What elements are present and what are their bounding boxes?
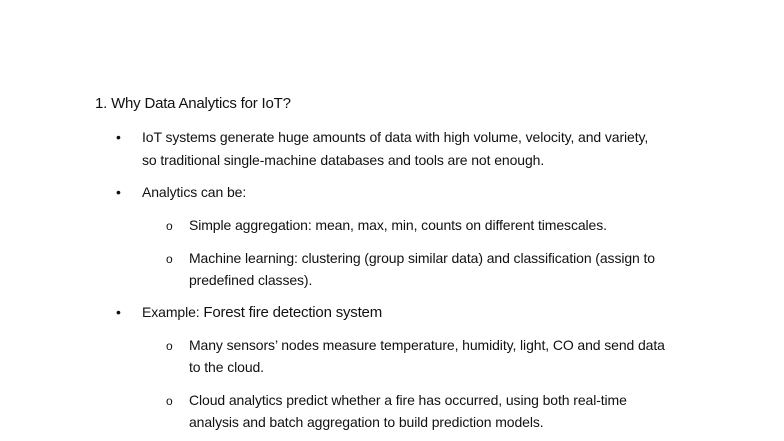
list-item-text: Many sensors’ nodes measure temperature, humidity, light, CO and send data — [189, 337, 665, 353]
example-prefix: Example: — [142, 304, 204, 320]
list-item-text: Cloud analytics predict whether a fire has occurred, using both real-time — [189, 392, 627, 408]
sub-bullet-marker: o — [166, 252, 173, 266]
section-heading: 1. Why Data Analytics for IoT? — [95, 95, 291, 112]
list-item-text — [142, 301, 382, 324]
sub-bullet-marker: o — [166, 219, 173, 233]
sub-bullet-marker: o — [166, 394, 173, 408]
bullet-marker: • — [116, 129, 121, 145]
list-item-text: Machine learning: clustering (group similar data) and classification (assign to — [189, 250, 655, 266]
list-item-text: predefined classes). — [189, 272, 313, 288]
list-item-text: Analytics can be: — [142, 184, 247, 200]
bullet-marker: • — [116, 304, 121, 320]
list-item-text: to the cloud. — [189, 359, 264, 375]
list-item-text: so traditional single-machine databases and tools are not enough. — [142, 152, 545, 168]
sub-bullet-marker: o — [166, 339, 173, 353]
list-item-text: analysis and batch aggregation to build prediction models. — [189, 414, 544, 430]
list-item-text: IoT systems generate huge amounts of data with high volume, velocity, and variety, — [142, 129, 649, 145]
example-title: Forest fire detection system — [203, 304, 382, 321]
bullet-marker: • — [116, 184, 121, 200]
list-item-text: Simple aggregation: mean, max, min, counts on different timescales. — [189, 217, 607, 233]
